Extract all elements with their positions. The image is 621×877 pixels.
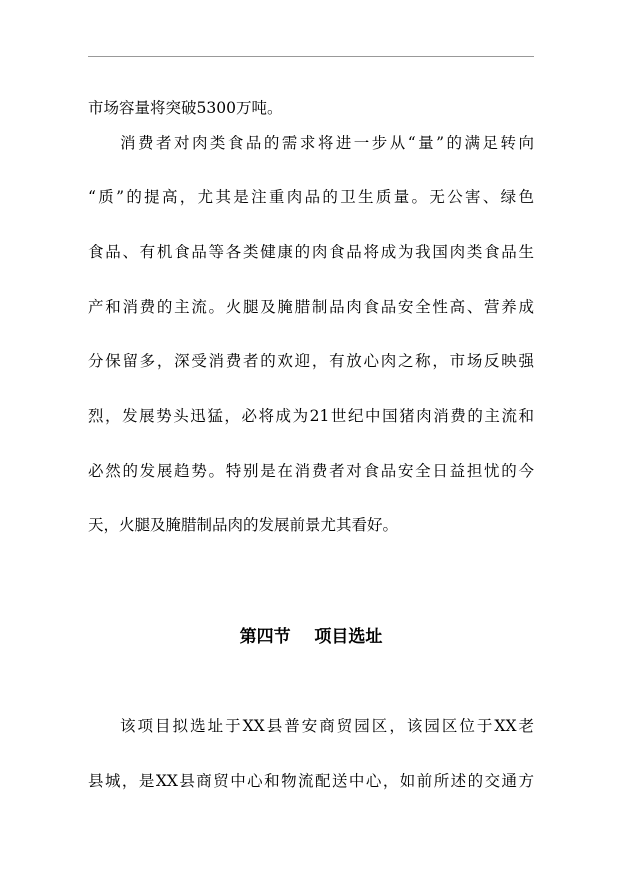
text-line: 分保留多，深受消费者的欢迎，有放心肉之称，市场反映强 [88,352,534,370]
text-line: 消费者对肉类食品的需求将进一步从“量”的满足转向 [120,134,534,152]
text-line: 该项目拟选址于XX县普安商贸园区，该园区位于XX老 [120,717,534,735]
text-line: 产和消费的主流。火腿及腌腊制品肉食品安全性高、营养成 [88,298,534,316]
text-line: “质”的提高，尤其是注重肉品的卫生质量。无公害、绿色 [88,188,534,206]
section-heading: 第四节 项目选址 [239,627,383,647]
text-line: 食品、有机食品等各类健康的肉食品将成为我国肉类食品生 [88,243,534,261]
text-line: 烈，发展势头迅猛，必将成为21世纪中国猪肉消费的主流和 [88,407,534,425]
page-header-rule [88,56,534,57]
text-line: 天，火腿及腌腊制品肉的发展前景尤其看好。 [88,516,399,534]
text-line: 县城，是XX县商贸中心和物流配送中心，如前所述的交通方 [88,772,534,790]
text-line: 市场容量将突破5300万吨。 [88,99,283,117]
text-line: 必然的发展趋势。特别是在消费者对食品安全日益担忧的今 [88,462,534,480]
